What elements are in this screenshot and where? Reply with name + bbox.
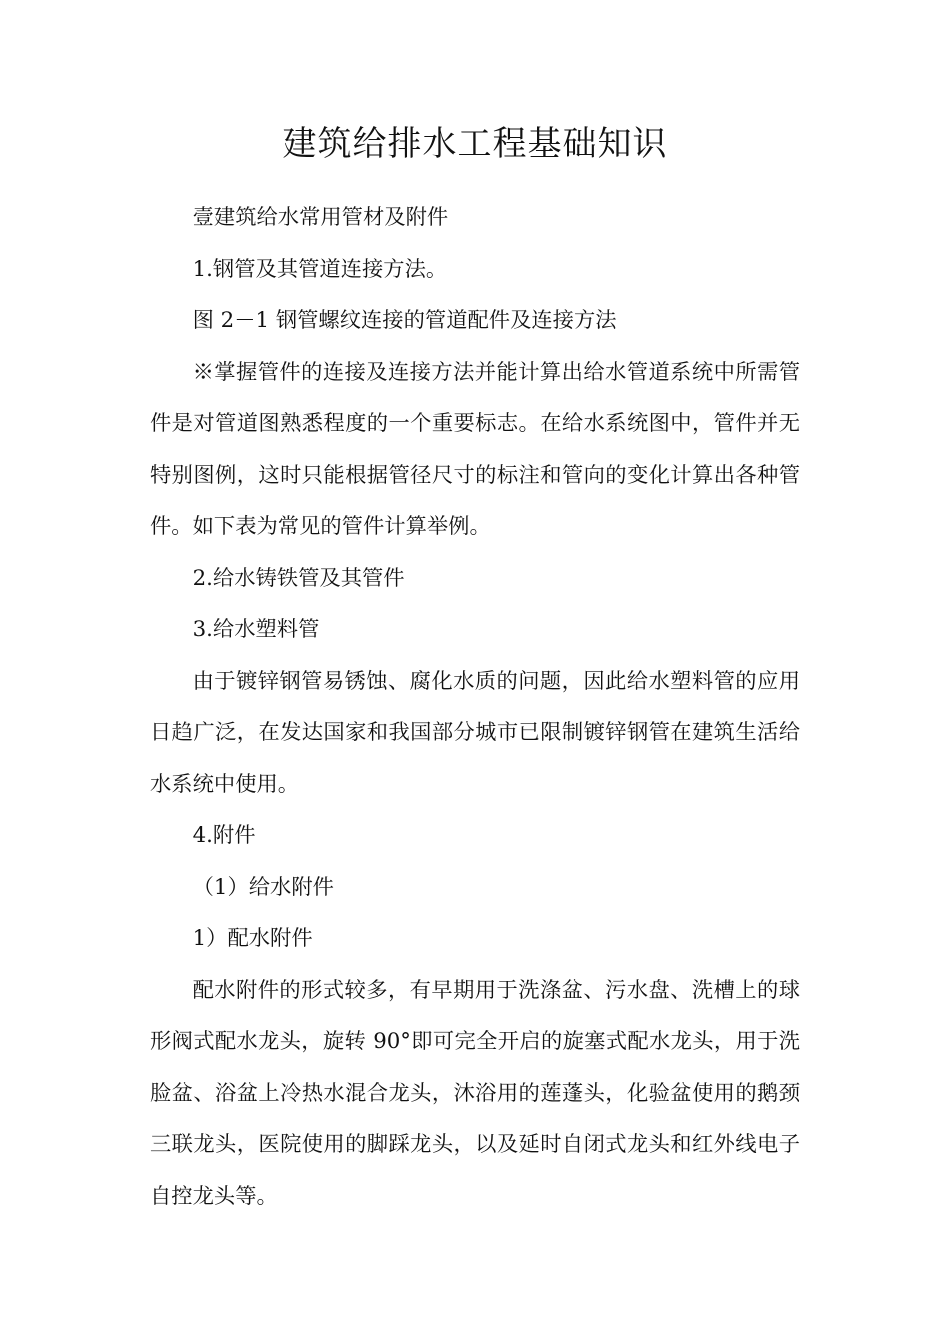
paragraph-pipe-fittings: ※掌握管件的连接及连接方法并能计算出给水管道系统中所需管件是对管道图熟悉程度的一个重要标志。在给水系统图中，管件并无特别图例，这时只能根据管径尺寸的标注和管向的变化计算出各种管件。如下表为常见的管件计算举例。: [150, 359, 800, 539]
subsection-accessories: 4.附件: [192, 823, 256, 848]
document-body: [150, 192, 800, 1222]
subsection-distribution-accessories: 1）配水附件: [192, 926, 313, 951]
paragraph-distribution-accessories: 配水附件的形式较多，有早期用于洗涤盆、污水盘、洗槽上的球形阀式配水龙头，旋转 90°即可完全开启的旋塞式配水龙头，用于洗脸盆、浴盆上冷热水混合龙头，沐浴用的莲蓬头，化验盆使用的鹅颈三联龙头，医院使用的脚踩龙头，以及延时自闭式龙头和红外线电子自控龙头等。: [150, 977, 800, 1209]
section-heading-water-supply-materials: 壹建筑给水常用管材及附件: [192, 205, 449, 230]
document-title: 建筑给排水工程基础知识: [282, 124, 668, 164]
subsection-water-supply-accessories: （1）给水附件: [192, 874, 334, 900]
paragraph-plastic-pipe: 由于镀锌钢管易锈蚀、腐化水质的问题，因此给水塑料管的应用日趋广泛，在发达国家和我国部分城市已限制镀锌钢管在建筑生活给水系统中使用。: [150, 668, 800, 797]
subsection-plastic-pipe: 3.给水塑料管: [192, 617, 320, 642]
figure-caption: 图 2－1 钢管螺纹连接的管道配件及连接方法: [192, 308, 617, 333]
subsection-cast-iron-pipe: 2.给水铸铁管及其管件: [192, 565, 405, 591]
subsection-steel-pipe: 1.钢管及其管道连接方法。: [192, 256, 448, 282]
